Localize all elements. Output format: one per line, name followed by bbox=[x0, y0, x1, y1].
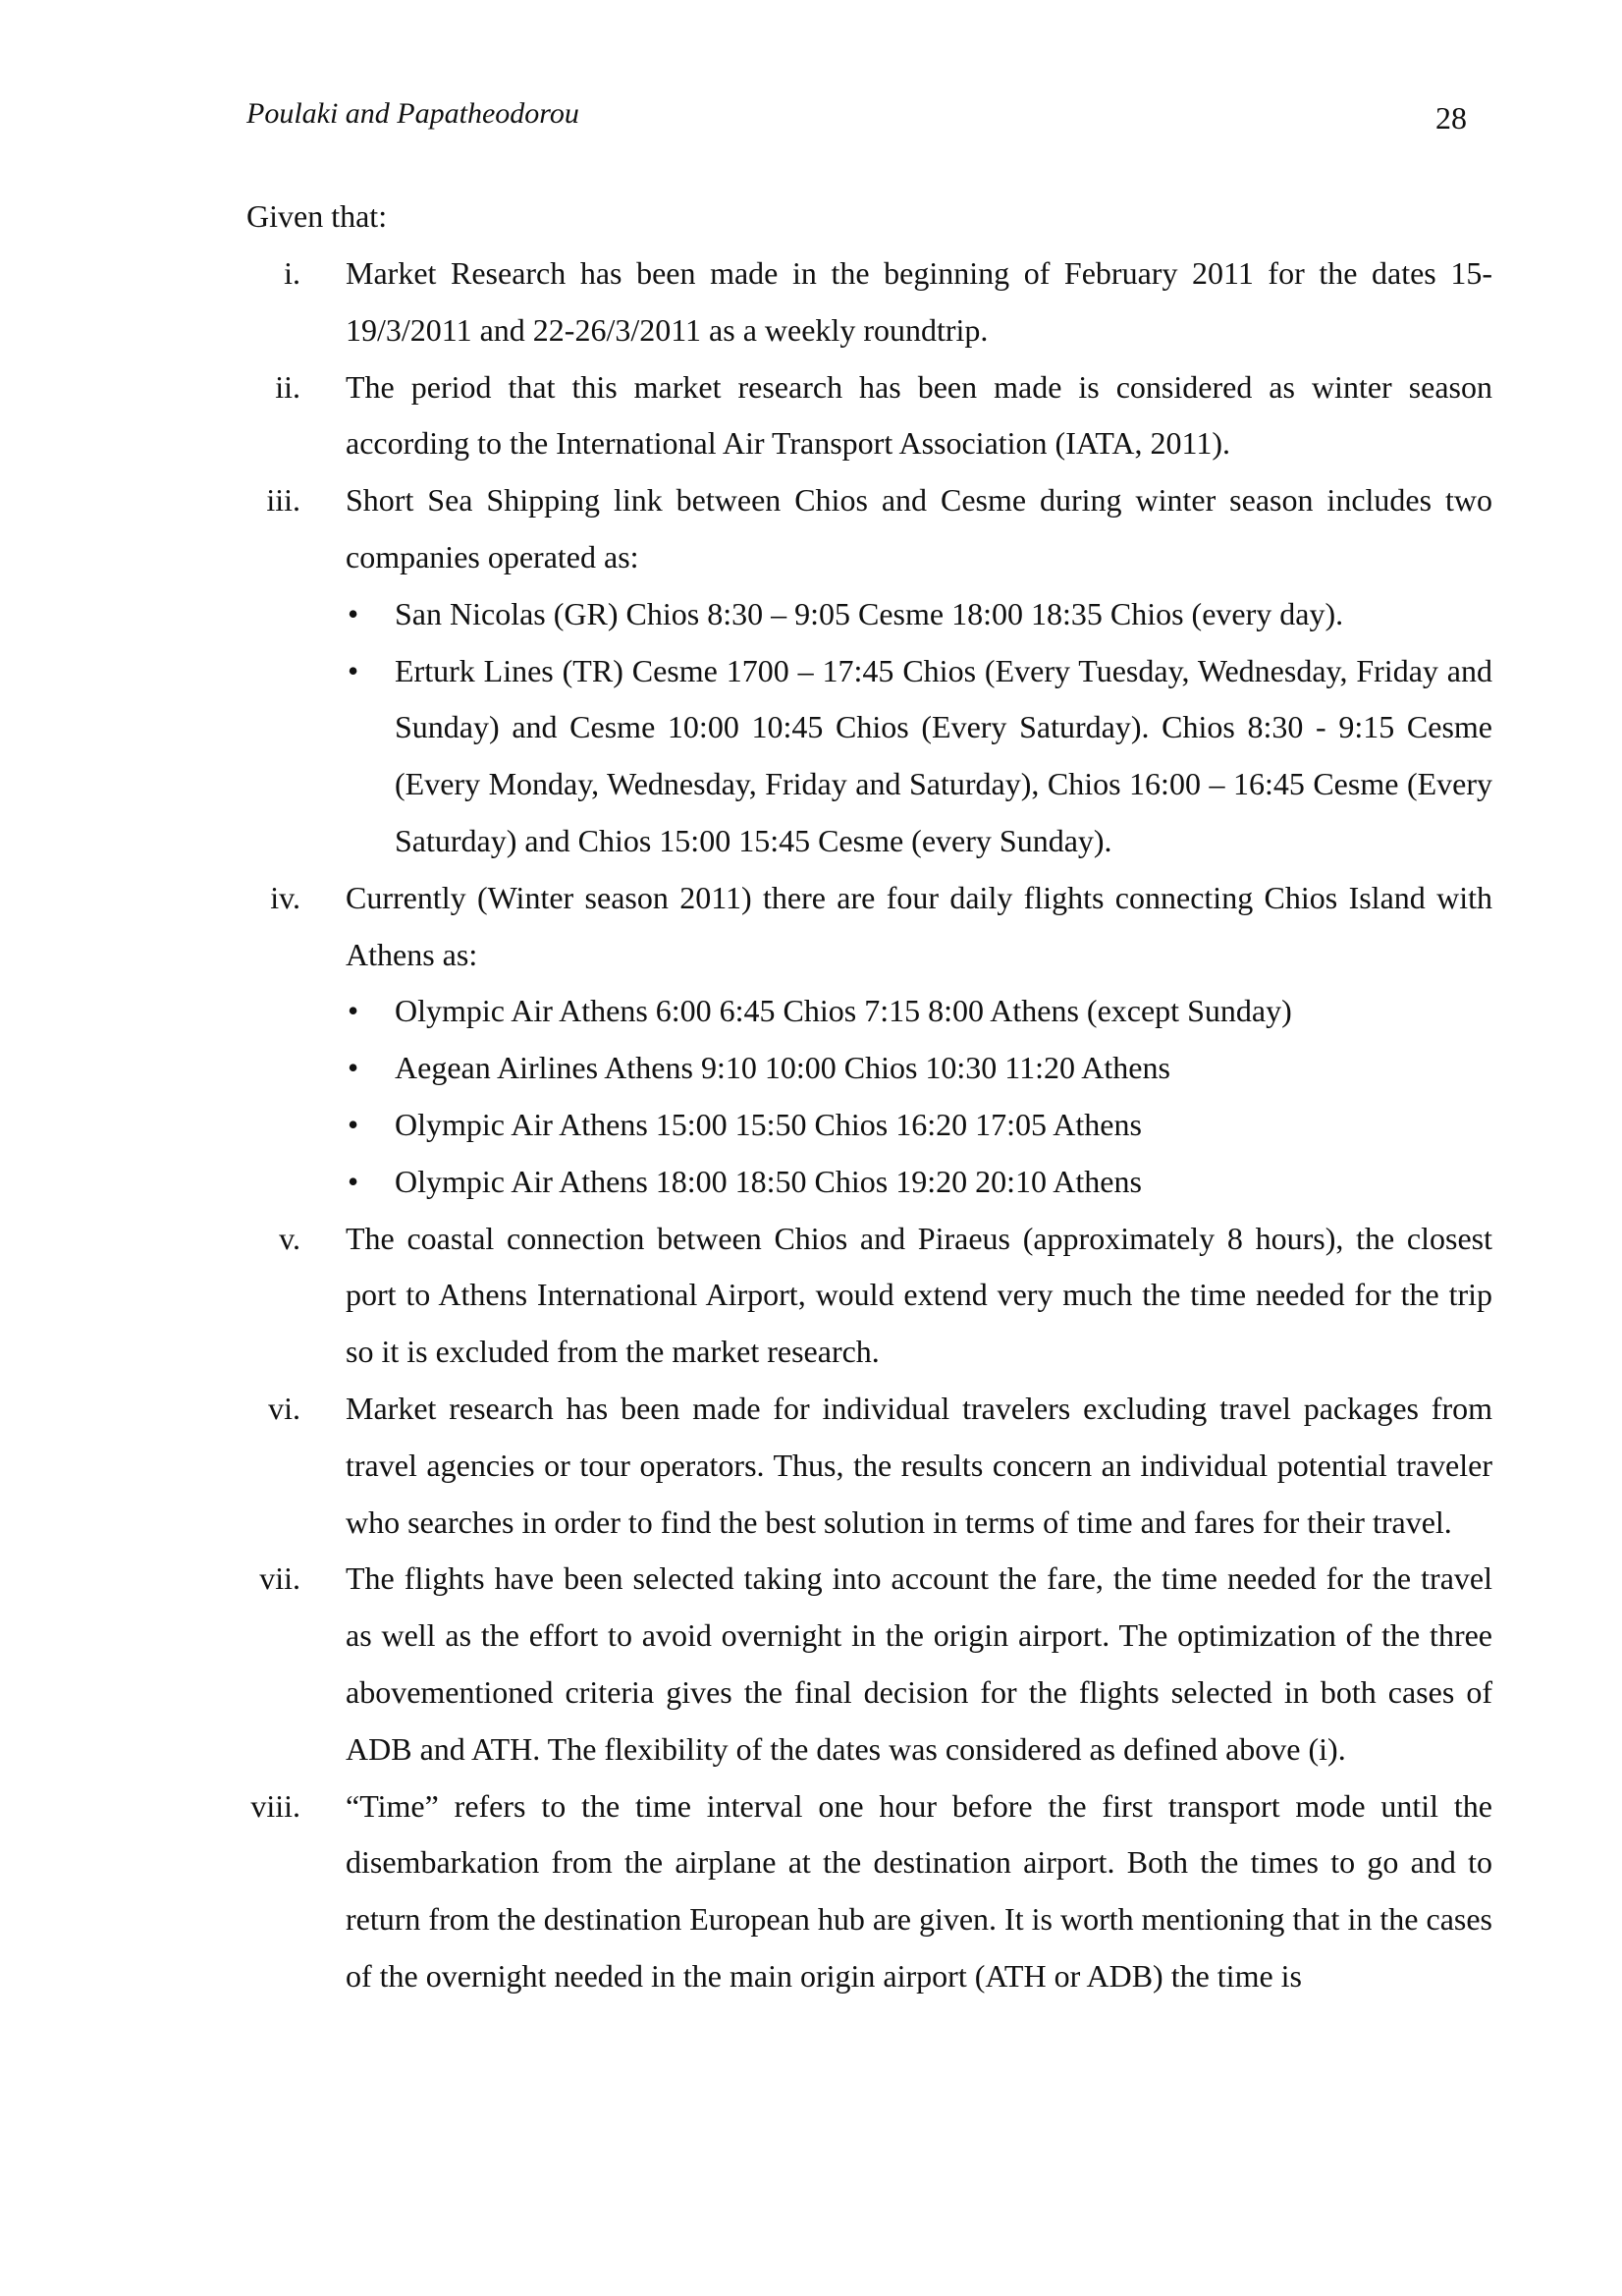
bullet-icon: • bbox=[348, 993, 359, 1029]
bullet-item bbox=[346, 1154, 1492, 1211]
list-item bbox=[196, 359, 1492, 473]
bullet-item bbox=[346, 643, 1492, 870]
bullet-text: Olympic Air Athens 15:00 15:50 Chios 16:20 17:05 Athens bbox=[395, 1106, 1142, 1142]
list-item bbox=[196, 1778, 1492, 2005]
running-head: Poulaki and Papatheodorou bbox=[246, 97, 579, 130]
item-numeral: iii. bbox=[266, 482, 300, 519]
bullet-icon: • bbox=[348, 652, 359, 688]
bullet-item bbox=[346, 1097, 1492, 1154]
item-numeral: iv. bbox=[270, 879, 300, 915]
bullet-text: Aegean Airlines Athens 9:10 10:00 Chios 10:30 11:20 Athens bbox=[395, 1050, 1170, 1086]
bullet-text: Olympic Air Athens 6:00 6:45 Chios 7:15 8:00 Athens (except Sunday) bbox=[395, 993, 1292, 1029]
bullet-item bbox=[346, 983, 1492, 1040]
list-item bbox=[196, 1381, 1492, 1551]
conditions-list bbox=[196, 246, 1492, 2005]
bullet-item bbox=[346, 1040, 1492, 1097]
bullet-icon: • bbox=[348, 595, 359, 631]
bullet-text: Olympic Air Athens 18:00 18:50 Chios 19:20 20:10 Athens bbox=[395, 1163, 1142, 1199]
intro-line: Given that: bbox=[246, 198, 388, 234]
item-text: “Time” refers to the time interval one hour before the first transport mode until the disembarkation from the airplane at the destination airport. Both the times to go and to return from the destination European hub are given. It is worth mentioning that in the cases of the overnight needed in the main origin airport (ATH or ADB) the time is bbox=[346, 1787, 1492, 1994]
item-numeral: vi. bbox=[268, 1390, 300, 1426]
bullet-list bbox=[346, 983, 1492, 1210]
page-number: 28 bbox=[1435, 100, 1467, 136]
item-text: Market Research has been made in the beginning of February 2011 for the dates 15-19/3/2011 and 22-26/3/2011 as a weekly roundtrip. bbox=[346, 255, 1492, 348]
item-numeral: i. bbox=[284, 255, 300, 291]
item-numeral: v. bbox=[279, 1220, 300, 1256]
bullet-icon: • bbox=[348, 1163, 359, 1199]
list-item bbox=[196, 246, 1492, 359]
item-numeral: ii. bbox=[275, 368, 300, 405]
list-item bbox=[196, 472, 1492, 870]
list-item bbox=[196, 870, 1492, 1211]
item-text: The period that this market research has been made is considered as winter season according to the International Air Transport Association (IATA, 2011). bbox=[346, 368, 1492, 462]
bullet-icon: • bbox=[348, 1106, 359, 1142]
bullet-text: Erturk Lines (TR) Cesme 1700 – 17:45 Chios (Every Tuesday, Wednesday, Friday and Sunday) and Cesme 10:00 10:45 Chios (Every Saturday). Chios 8:30 - 9:15 Cesme (Every Monday, Wednesday, Friday and Saturday), Chios 16:00 – 16:45 Cesme (Every Saturday) and Chios 15:00 15:45 Cesme (every Sunday). bbox=[395, 652, 1492, 858]
list-item bbox=[196, 1551, 1492, 1777]
item-text: The coastal connection between Chios and Piraeus (approximately 8 hours), the closest port to Athens International Airport, would extend very much the time needed for the trip so it is excluded from the market research. bbox=[346, 1220, 1492, 1370]
item-text: Currently (Winter season 2011) there are four daily flights connecting Chios Island with Athens as: bbox=[346, 879, 1492, 972]
item-text: The flights have been selected taking into account the fare, the time needed for the travel as well as the effort to avoid overnight in the origin airport. The optimization of the three abovementioned criteria gives the final decision for the flights selected in both cases of ADB and ATH. The flexibility of the dates was considered as defined above (i). bbox=[346, 1560, 1492, 1767]
bullet-list bbox=[346, 586, 1492, 870]
item-text: Short Sea Shipping link between Chios and Cesme during winter season includes two companies operated as: bbox=[346, 482, 1492, 574]
item-text: Market research has been made for individual travelers excluding travel packages from travel agencies or tour operators. Thus, the results concern an individual potential traveler who searches in order to find the best solution in terms of time and fares for their travel. bbox=[346, 1390, 1492, 1540]
item-numeral: vii. bbox=[259, 1560, 300, 1597]
list-item bbox=[196, 1211, 1492, 1381]
bullet-icon: • bbox=[348, 1050, 359, 1086]
item-numeral: viii. bbox=[250, 1787, 300, 1824]
bullet-item bbox=[346, 586, 1492, 643]
bullet-text: San Nicolas (GR) Chios 8:30 – 9:05 Cesme 18:00 18:35 Chios (every day). bbox=[395, 595, 1344, 631]
